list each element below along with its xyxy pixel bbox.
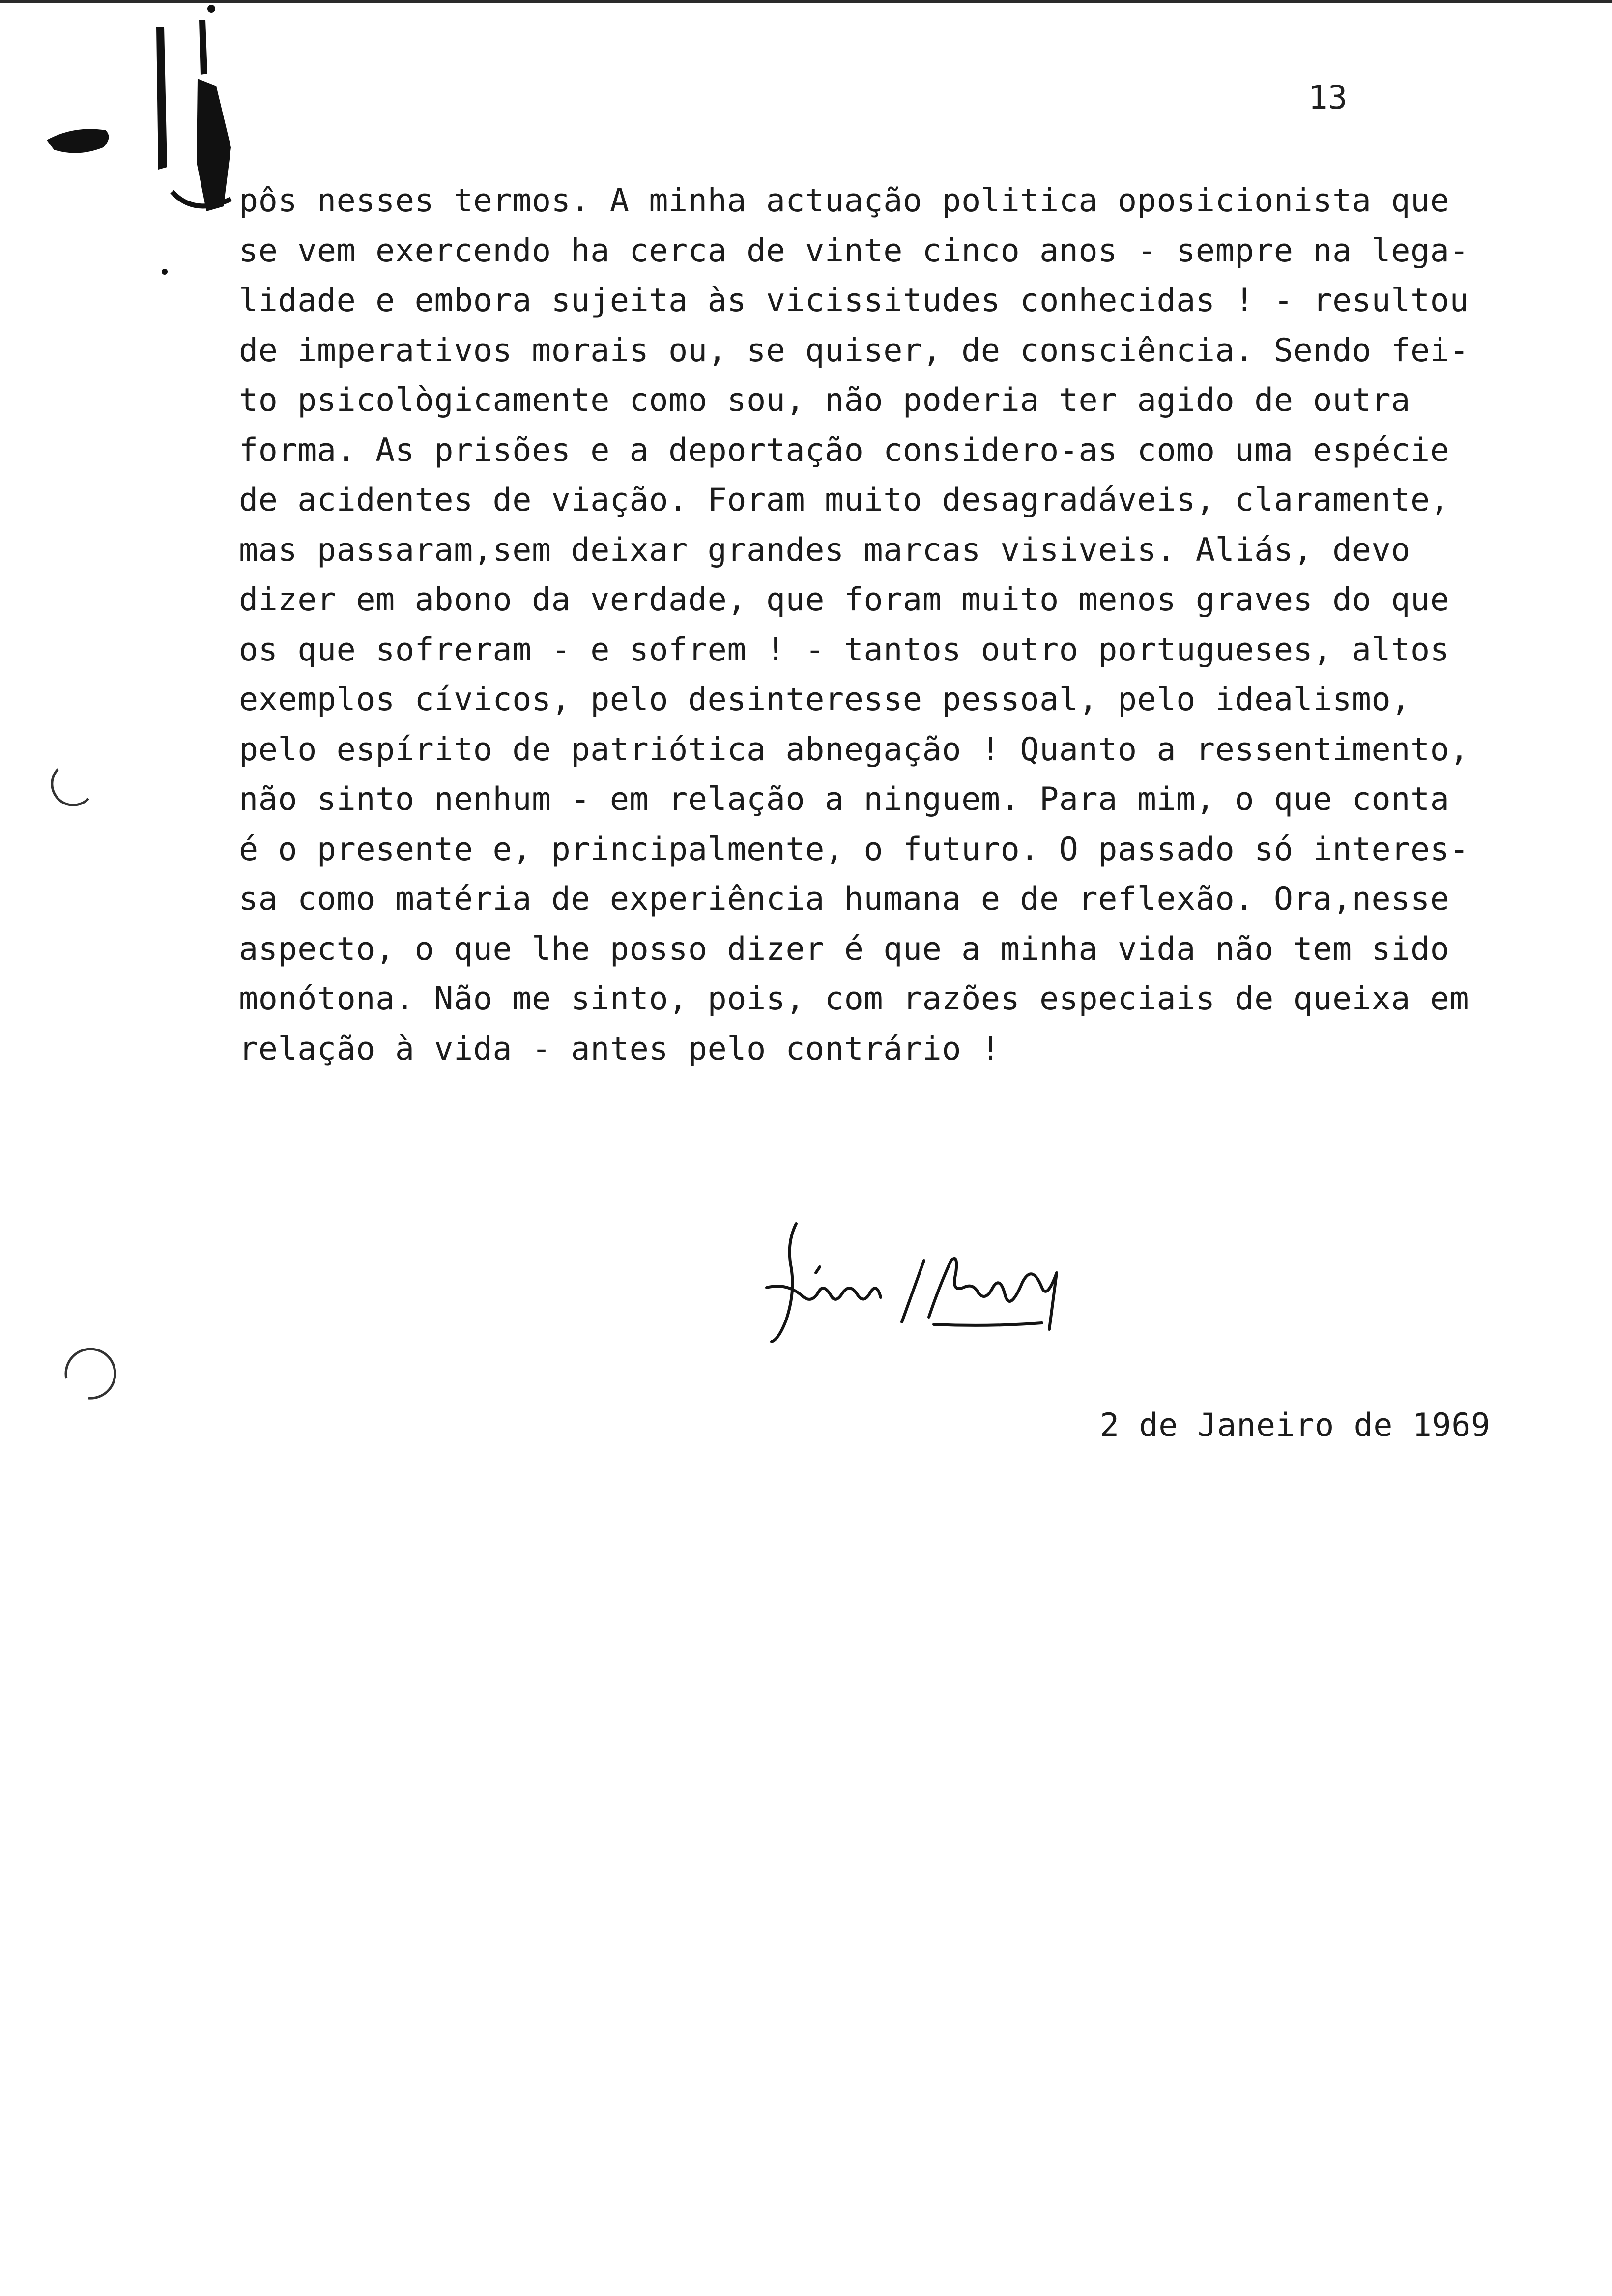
text-line: exemplos cívicos, pelo desinteresse pessoal, pelo idealismo, — [239, 681, 1410, 718]
ink-dot-top — [207, 5, 215, 13]
text-line: lidade e embora sujeita às vicissitudes conhecidas ! - resultou — [239, 282, 1469, 319]
text-line: to psicològicamente como sou, não poderia ter agido de outra — [239, 382, 1410, 419]
text-line: de acidentes de viação. Foram muito desagradáveis, claramente, — [239, 482, 1450, 518]
text-line: sa como matéria de experiência humana e de reflexão. Ora,nesse — [239, 881, 1450, 918]
text-line: os que sofreram - e sofrem ! - tantos outro portugueses, altos — [239, 631, 1450, 668]
letter-date: 2 de Janeiro de 1969 — [1100, 1407, 1491, 1444]
page-number: 13 — [1308, 79, 1348, 116]
text-line: pelo espírito de patriótica abnegação ! Quanto a ressentimento, — [239, 731, 1469, 768]
text-line: de imperativos morais ou, se quiser, de consciência. Sendo fei- — [239, 332, 1469, 369]
text-line: mas passaram,sem deixar grandes marcas visiveis. Aliás, devo — [239, 531, 1410, 569]
text-line: pôs nesses termos. A minha actuação politica oposicionista que — [239, 182, 1450, 219]
text-line: dizer em abono da verdade, que foram muito menos graves do que — [239, 581, 1450, 618]
ink-smear-bar-1 — [156, 27, 167, 170]
handwritten-signature — [757, 1214, 1101, 1361]
text-line: relação à vida - antes pelo contrário ! — [239, 1030, 1001, 1067]
ink-smear-bar-3 — [197, 79, 231, 211]
text-line: monótona. Não me sinto, pois, com razões especiais de queixa em — [239, 980, 1469, 1017]
letter-body — [239, 176, 1541, 1074]
ink-smear-bar-2 — [199, 20, 207, 75]
text-line: se vem exercendo ha cerca de vinte cinco anos - sempre na lega- — [239, 232, 1469, 269]
text-line: forma. As prisões e a deportação considero-as como uma espécie — [239, 431, 1450, 469]
ink-dot — [162, 269, 168, 275]
punch-hole-upper — [52, 769, 88, 805]
punch-hole-lower — [66, 1349, 115, 1398]
ink-smear-left — [47, 129, 109, 153]
binder-hole-marks — [0, 0, 275, 1474]
text-line: é o presente e, principalmente, o futuro. O passado só interes- — [239, 831, 1469, 868]
text-line: não sinto nenhum - em relação a ninguem. Para mim, o que conta — [239, 781, 1450, 818]
text-line: aspecto, o que lhe posso dizer é que a minha vida não tem sido — [239, 930, 1450, 968]
